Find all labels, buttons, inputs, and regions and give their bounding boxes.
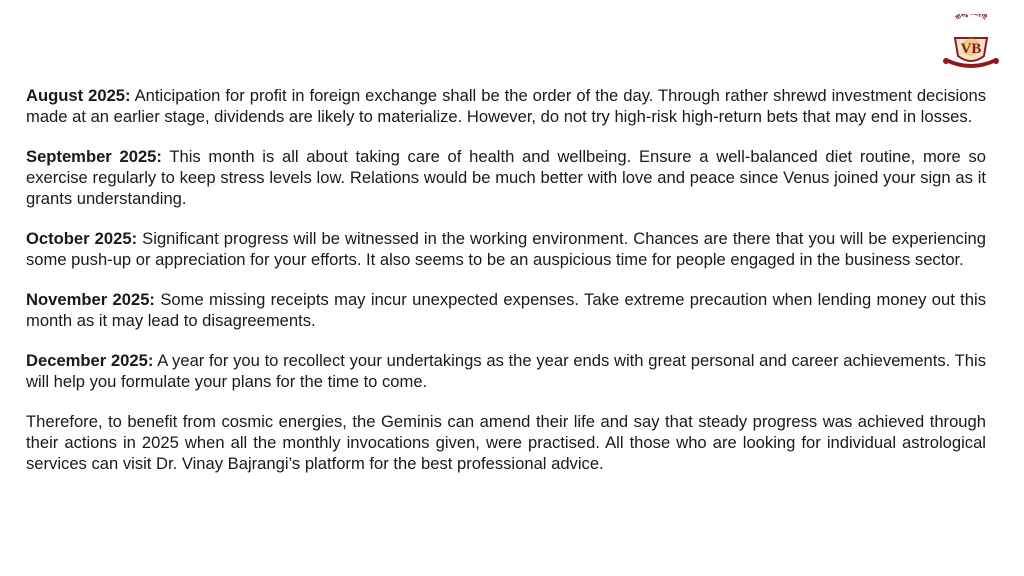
brand-logo	[940, 14, 1002, 78]
paragraph-december	[26, 350, 986, 392]
month-label: October 2025:	[26, 229, 138, 248]
paragraph-text: Some missing receipts may incur unexpected expenses. Take extreme precaution when lending money out this month as it may lead to disagreements.	[26, 290, 986, 330]
paragraph-text: Anticipation for profit in foreign exchange shall be the order of the day. Through rather shrewd investment decisions made at an earlier stage, dividends are likely to materialize. However, do not try high-risk high-return bets that may end in losses.	[26, 86, 986, 126]
paragraph-september	[26, 146, 986, 209]
paragraph-text: A year for you to recollect your undertakings as the year ends with great personal and career achievements. This will help you formulate your plans for the time to come.	[26, 351, 986, 391]
logo-text: वास्तु रंगी	[954, 14, 988, 22]
month-label: November 2025:	[26, 290, 155, 309]
paragraph-text: Therefore, to benefit from cosmic energies, the Geminis can amend their life and say that steady progress was achieved through their actions in 2025 when all the monthly invocations given, were practised. All those who are looking for individual astrological services can visit Dr. Vinay Bajrangi’s platform for the best professional advice.	[26, 412, 986, 473]
paragraph-october	[26, 228, 986, 270]
month-label: September 2025:	[26, 147, 162, 166]
paragraph-text: Significant progress will be witnessed in the working environment. Chances are there that you will be experiencing some push-up or appreciation for your efforts. It also seems to be an auspicious time for people engaged in the business sector.	[26, 229, 986, 269]
brand-logo-icon	[940, 14, 1002, 78]
paragraph-august	[26, 85, 986, 127]
paragraph-text: This month is all about taking care of health and wellbeing. Ensure a well-balanced diet routine, more so exercise regularly to keep stress levels low. Relations would be much better with love and peace since Venus joined your sign as it grants understanding.	[26, 147, 986, 208]
paragraph-november	[26, 289, 986, 331]
paragraph-conclusion	[26, 411, 986, 474]
month-label: August 2025:	[26, 86, 131, 105]
logo-monogram: VB	[960, 41, 982, 57]
forecast-text	[26, 85, 986, 493]
month-label: December 2025:	[26, 351, 154, 370]
